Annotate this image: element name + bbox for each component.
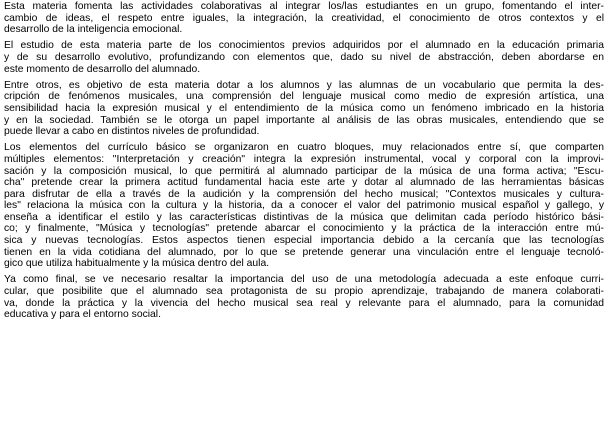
text-line: enseña a identificar el estilo y las características distintivas de la música que delimitan cada período histórico bási- [4,211,604,223]
text-line: múltiples elementos: "Interpretación y creación" integra la expresión instrumental, vocal y corporal con la improvi- [4,153,604,165]
paragraph-3 [4,80,604,138]
text-line: va, donde la práctica y la vivencia del hecho musical sea real y relevante para el alumnado, para la comunidad [4,297,604,309]
text-line: co; y finalmente, "Música y tecnologías" pretende abarcar el conocimiento y la práctica de la interacción entre mú- [4,223,604,235]
text-line: El estudio de esta materia parte de los conocimientos previos adquiridos por el alumnado en la educación primaria [4,40,604,52]
text-line: Los elementos del currículo básico se organizaron en cuatro bloques, muy relacionados entre sí, que comparten [4,142,604,154]
text-line: y de su desarrollo evolutivo, profundizando con elementos que, dado su nivel de abstracción, deben abordarse en [4,51,604,63]
paragraph-2 [4,40,604,75]
text-line: Esta materia fomenta las actividades colaborativas al integrar los/las estudiantes en un grupo, fomentando el inter- [4,1,604,12]
text-line: tienen en la vida cotidiana del alumnado, por lo que se pretende generar una vinculación entre el lenguaje tecnoló- [4,246,604,258]
text-line: sica y nuevas tecnologías. Estos aspectos tienen especial importancia debido a la cercanía que las tecnologías [4,235,604,247]
document-body [4,1,604,325]
text-line: cripción de fenómenos musicales, una comprensión del lenguaje musical como medio de expresión artística, una [4,91,604,103]
text-line: puede llevar a cabo en distintos niveles de profundidad. [4,126,260,138]
text-line: y en la sociedad. También se le otorga un papel importante al análisis de las obras musicales, entendiendo que se [4,114,604,126]
paragraph-5 [4,274,604,320]
text-line: cha" pretende crear la primera actitud fundamental hacia este arte y dotar al alumnado de las herramientas básicas [4,177,604,189]
text-line: cambio de ideas, el respeto entre iguales, la integración, la creatividad, el conocimiento de otros contextos y el [4,12,604,24]
paragraph-4 [4,142,604,270]
text-line: cular, que posibilite que el alumnado sea protagonista de su propio aprendizaje, trabajando de manera colaborati- [4,286,604,298]
text-line: desarrollo de la inteligencia emocional. [4,24,183,36]
paragraph-1 [4,1,604,36]
text-line: Ya como final, se ve necesario resaltar la importancia del uso de una metodología adecuada a este enfoque curri- [4,274,604,286]
text-line: les" relaciona la música con la cultura y la historia, da a conocer el valor del patrimonio musical español y gallego, y [4,200,604,212]
text-line: sensibilidad hacia la expresión musical y el entendimiento de la música como un fenómeno imbricado en la historia [4,102,604,114]
text-line: sación y la composición musical, lo que permitirá al alumnado participar de la música de una forma activa; "Escu- [4,165,604,177]
text-line: este momento de desarrollo del alumnado. [4,63,201,75]
text-line: educativa y para el entorno social. [4,309,161,321]
text-line: Entre otros, es objetivo de esta materia dotar a los alumnos y las alumnas de un vocabulario que permita la des- [4,79,604,91]
text-line: para disfrutar de ella a través de la audición y la comprensión del hecho musical; "Contextos musicales y cultura- [4,188,604,200]
text-line: gico que utiliza habitualmente y la música dentro del aula. [4,258,270,270]
